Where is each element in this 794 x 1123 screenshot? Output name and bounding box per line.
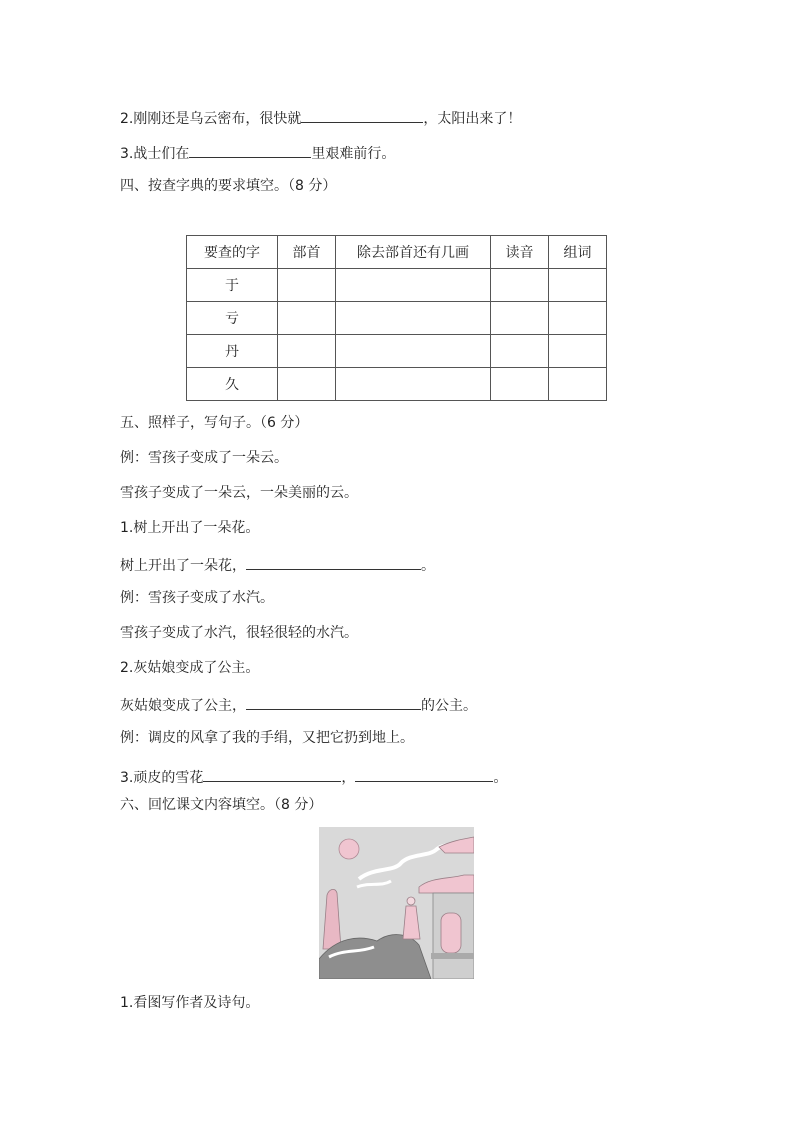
question-3-tail: 。 bbox=[493, 770, 508, 786]
question-2-tail: ，太阳出来了！ bbox=[423, 111, 522, 127]
table-answer-cell[interactable] bbox=[549, 335, 607, 368]
dictionary-table bbox=[186, 235, 607, 401]
pavilion-rail bbox=[431, 953, 474, 959]
table-answer-cell[interactable] bbox=[491, 368, 549, 401]
table-answer-cell[interactable] bbox=[278, 335, 336, 368]
table-answer-cell[interactable] bbox=[491, 269, 549, 302]
table-header-cell: 要查的字 bbox=[187, 236, 278, 269]
section-5-heading: 五、照样子，写句子。（6 分） bbox=[120, 415, 309, 431]
table-row bbox=[187, 302, 607, 335]
question-2-text: 2.刚刚还是乌云密布，很快就 bbox=[120, 111, 302, 127]
table-row bbox=[187, 269, 607, 302]
section-5-question-2: 2.灰姑娘变成了公主。 bbox=[120, 660, 260, 676]
answer-blank[interactable] bbox=[246, 553, 421, 570]
answer-2-tail: 的公主。 bbox=[421, 698, 477, 714]
table-header-row bbox=[187, 236, 607, 269]
table-answer-cell[interactable] bbox=[278, 269, 336, 302]
section-4-heading: 四、按查字典的要求填空。（8 分） bbox=[120, 178, 337, 194]
table-answer-cell[interactable] bbox=[491, 302, 549, 335]
answer-2-text: 灰姑娘变成了公主， bbox=[120, 698, 246, 714]
table-answer-cell[interactable] bbox=[549, 269, 607, 302]
table-answer-cell[interactable] bbox=[336, 368, 491, 401]
moon-icon bbox=[339, 839, 359, 859]
answer-blank[interactable] bbox=[301, 106, 423, 123]
table-row bbox=[187, 335, 607, 368]
table-char-cell: 丹 bbox=[187, 335, 278, 368]
table-header-cell: 部首 bbox=[278, 236, 336, 269]
section-5-answer-2 bbox=[120, 693, 477, 713]
table-answer-cell[interactable] bbox=[549, 302, 607, 335]
question-3-text: 3.战士们在 bbox=[120, 146, 190, 162]
question-2 bbox=[120, 106, 521, 126]
table-char-cell: 于 bbox=[187, 269, 278, 302]
answer-1-text: 树上开出了一朵花， bbox=[120, 558, 246, 574]
answer-blank[interactable] bbox=[355, 765, 493, 782]
poet-head bbox=[407, 897, 415, 905]
section-6-question-1: 1.看图写作者及诗句。 bbox=[120, 995, 260, 1011]
table-answer-cell[interactable] bbox=[278, 368, 336, 401]
table-char-cell: 亏 bbox=[187, 302, 278, 335]
illustration-svg bbox=[319, 827, 474, 979]
section-5-question-3 bbox=[120, 765, 507, 785]
question-3-tail: 里艰难前行。 bbox=[311, 146, 396, 162]
question-3-text: 3.顽皮的雪花 bbox=[120, 770, 204, 786]
table-answer-cell[interactable] bbox=[336, 269, 491, 302]
table-header-cell: 除去部首还有几画 bbox=[336, 236, 491, 269]
table-answer-cell[interactable] bbox=[549, 368, 607, 401]
section-5-answer-1 bbox=[120, 553, 435, 573]
example-2-answer: 雪孩子变成了水汽，很轻很轻的水汽。 bbox=[120, 625, 358, 641]
example-3: 例：调皮的风拿了我的手绢，又把它扔到地上。 bbox=[120, 730, 414, 746]
pavilion-door bbox=[441, 913, 461, 953]
table-char-cell: 久 bbox=[187, 368, 278, 401]
question-3 bbox=[120, 141, 395, 161]
table-row bbox=[187, 368, 607, 401]
table-header-cell: 组词 bbox=[549, 236, 607, 269]
answer-blank[interactable] bbox=[203, 765, 341, 782]
table-answer-cell[interactable] bbox=[491, 335, 549, 368]
example-1-answer: 雪孩子变成了一朵云，一朵美丽的云。 bbox=[120, 485, 358, 501]
table-answer-cell[interactable] bbox=[336, 302, 491, 335]
example-1: 例：雪孩子变成了一朵云。 bbox=[120, 450, 288, 466]
section-5-question-1: 1.树上开出了一朵花。 bbox=[120, 520, 260, 536]
example-2: 例：雪孩子变成了水汽。 bbox=[120, 590, 274, 606]
answer-blank[interactable] bbox=[246, 693, 421, 710]
table-header-cell: 读音 bbox=[491, 236, 549, 269]
poet-on-tower-moon-illustration bbox=[319, 827, 474, 979]
table-answer-cell[interactable] bbox=[336, 335, 491, 368]
table-answer-cell[interactable] bbox=[278, 302, 336, 335]
section-6-heading: 六、回忆课文内容填空。（8 分） bbox=[120, 797, 323, 813]
answer-blank[interactable] bbox=[189, 141, 311, 158]
answer-1-tail: 。 bbox=[421, 558, 435, 574]
question-3-separator: ， bbox=[341, 770, 356, 786]
